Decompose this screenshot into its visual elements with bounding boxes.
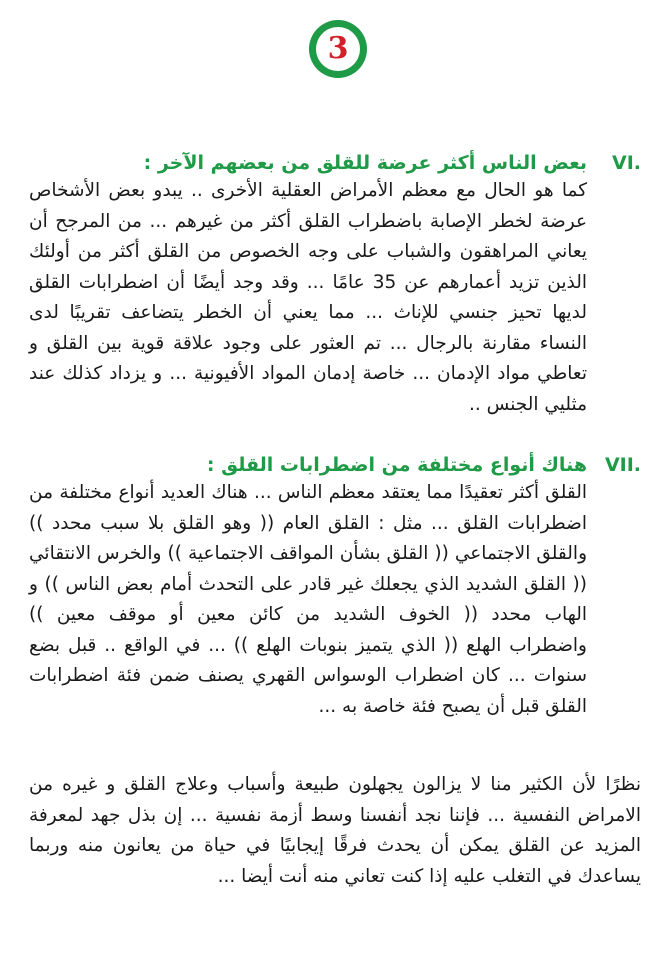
page-number: 3 xyxy=(327,31,349,66)
page-number-badge xyxy=(309,20,367,78)
section-vii-body: القلق أكثر تعقيدًا مما يعتقد معظم الناس ... هناك العديد أنواع مختلفة من اضطرابات القلق ... مثل : القلق العام (( وهو القلق بلا سبب محدد )) والقلق الاجتماعي (( القلق بشأن المواقف الاجتماعية )) والخرس الانتقائي (( القلق الشديد الذي يجعلك غير قادر على التحدث أمام بعض الناس )) و الهاب محدد (( الخوف الشديد من كائن معين أو موقف معين )) واضطراب الهلع (( الذي يتميز بنوبات الهلع )) ... في الواقع .. قبل بضع سنوات ... كان اضطراب الوسواس القهري يصنف ضمن فئة اضطرابات القلق قبل أن يصبح فئة خاصة به ... xyxy=(29,482,587,717)
badge-inner-circle xyxy=(316,27,360,71)
section-vi-body: كما هو الحال مع معظم الأمراض العقلية الأخرى .. يبدو بعض الأشخاص عرضة لخطر الإصابة باضطراب القلق أكثر من غيرهم ... من المرجح أن يعاني المراهقون والشباب على وجه الخصوص من القلق أكثر من أولئك الذين تزيد أعمارهم عن 35 عامًا ... وقد وجد أيضًا أن اضطرابات القلق لديها تحيز جنسي للإناث ... مما يعني أن الخطر يتضاعف تقريبًا لدى النساء مقارنة بالرجال ... تم العثور على وجود علاقة قوية بين القلق و تعاطي مواد الإدمان ... خاصة إدمان المواد الأفيونية ... و يزداد كذلك عند مثليي الجنس .. xyxy=(29,180,587,415)
section-vii-number: .VII xyxy=(604,454,641,476)
section-vii-heading xyxy=(29,452,641,478)
closing-paragraph: نظرًا لأن الكثير منا لا يزالون يجهلون طبيعة وأسباب وعلاج القلق و غيره من الامراض النفسية ... فإننا نجد أنفسنا وسط أزمة نفسية ... إن بذل جهد لمعرفة المزيد عن القلق يمكن أن يحدث فرقًا إيجابيًا في حياة من يعانون منه وربما يساعدك في التغلب عليه إذا كنت تعاني منه أنت أيضا ... xyxy=(29,774,641,887)
section-vi-number: .VI xyxy=(612,152,641,174)
section-vi xyxy=(29,150,641,420)
section-vii xyxy=(29,452,641,722)
section-vi-heading xyxy=(29,150,641,176)
section-vi-title: بعض الناس أكثر عرضة للقلق من بعضهم الآخر : xyxy=(143,152,587,174)
section-vii-title: هناك أنواع مختلفة من اضطرابات القلق : xyxy=(206,454,587,476)
